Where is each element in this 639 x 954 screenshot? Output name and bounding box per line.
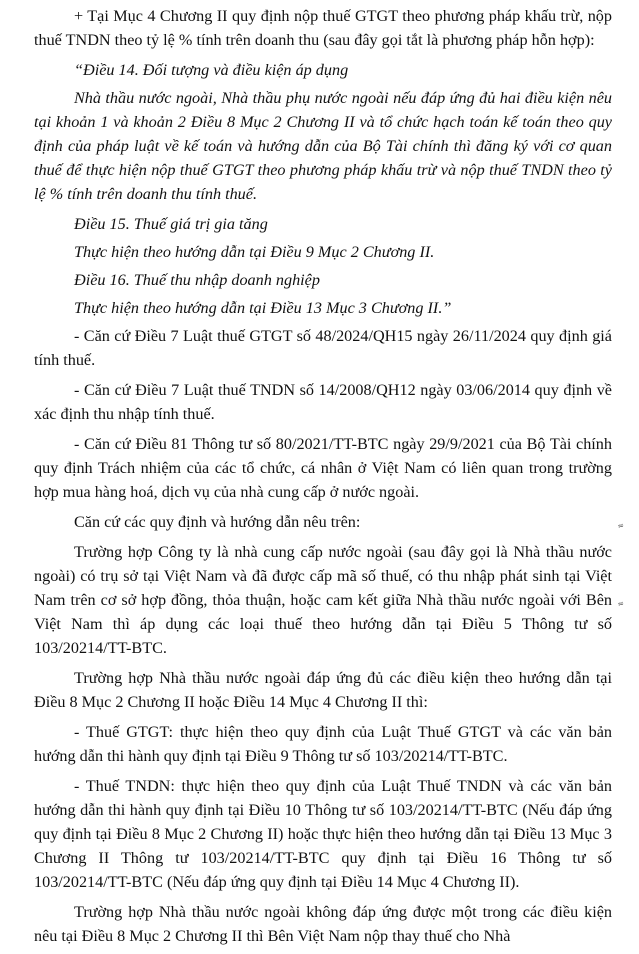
basis-vat-law: - Căn cứ Điều 7 Luật thuế GTGT số 48/2024/QH15 ngày 26/11/2024 quy định giá tính thuế.: [34, 327, 612, 369]
article-16-body: Thực hiện theo hướng dẫn tại Điều 13 Mục 3 Chương II.”: [74, 299, 452, 317]
case-conditions-met: Trường hợp Nhà thầu nước ngoài đáp ứng đủ các điều kiện theo hướng dẫn tại Điều 8 Mục 2 Chương II hoặc Điều 14 Mục 4 Chương II thì:: [34, 669, 612, 711]
margin-scan-mark: ≈: [616, 520, 626, 533]
vat-treatment: - Thuế GTGT: thực hiện theo quy định của Luật Thuế GTGT và các văn bản hướng dẫn thi hành quy định tại Điều 9 Thông tư số 103/20214/TT-BTC.: [34, 723, 612, 765]
article-14-body: Nhà thầu nước ngoài, Nhà thầu phụ nước ngoài nếu đáp ứng đủ hai điều kiện nêu tại khoản 1 và khoản 2 Điều 8 Mục 2 Chương II và tổ chức hạch toán kế toán theo quy định của pháp luật về kế toán và hướng dẫn của Bộ Tài chính thì đăng ký với cơ quan thuế để thực hiện nộp thuế GTGT theo phương pháp khấu trừ và nộp thuế TNDN theo tỷ lệ % tính trên doanh thu tính thuế.: [34, 89, 612, 203]
article-15-heading: Điều 15. Thuế giá trị gia tăng: [74, 215, 268, 233]
paragraph-mixed-method-intro: + Tại Mục 4 Chương II quy định nộp thuế GTGT theo phương pháp khấu trừ, nộp thuế TNDN theo tỷ lệ % tính trên doanh thu (sau đây gọi tắt là phương pháp hỗn hợp):: [34, 7, 612, 49]
article-15-body: Thực hiện theo hướng dẫn tại Điều 9 Mục 2 Chương II.: [74, 243, 435, 261]
basis-cit-law: - Căn cứ Điều 7 Luật thuế TNDN số 14/2008/QH12 ngày 03/06/2014 quy định về xác định thu nhập tính thuế.: [34, 381, 612, 423]
cit-treatment: - Thuế TNDN: thực hiện theo quy định của Luật Thuế TNDN và các văn bản hướng dẫn thi hành quy định tại Điều 10 Thông tư số 103/20214/TT-BTC (Nếu đáp ứng quy định tại Điều 8 Mục 2 Chương II) hoặc thực hiện theo hướng dẫn tại Điều 13 Mục 3 Chương II Thông tư 103/20214/TT-BTC quy định tại Điều 16 Thông tư số 103/20214/TT-BTC (Nếu đáp ứng quy định tại Điều 14 Mục 4 Chương II).: [34, 777, 612, 891]
basis-summary: Căn cứ các quy định và hướng dẫn nêu trên:: [74, 513, 361, 531]
margin-scan-mark: ≈: [616, 598, 626, 611]
article-16-heading: Điều 16. Thuế thu nhập doanh nghiệp: [74, 271, 320, 289]
article-14-heading: “Điều 14. Đối tượng và điều kiện áp dụng: [74, 61, 349, 79]
document-page: [34, 4, 612, 954]
case-foreign-supplier: Trường hợp Công ty là nhà cung cấp nước ngoài (sau đây gọi là Nhà thầu nước ngoài) có trụ sở tại Việt Nam và đã được cấp mã số thuế, có thu nhập phát sinh tại Việt Nam trên cơ sở hợp đồng, thỏa thuận, hoặc cam kết giữa Nhà thầu nước ngoài với Bên Việt Nam thì áp dụng các loại thuế theo hướng dẫn tại Điều 5 Thông tư số 103/20214/TT-BTC.: [34, 543, 612, 657]
case-conditions-not-met: Trường hợp Nhà thầu nước ngoài không đáp ứng được một trong các điều kiện nêu tại Điều 8 Mục 2 Chương II thì Bên Việt Nam nộp thay thuế cho Nhà: [34, 903, 612, 945]
basis-circular-80: - Căn cứ Điều 81 Thông tư số 80/2021/TT-BTC ngày 29/9/2021 của Bộ Tài chính quy định Trách nhiệm của các tổ chức, cá nhân ở Việt Nam có liên quan trong trường hợp mua hàng hoá, dịch vụ của nhà cung cấp ở nước ngoài.: [34, 435, 612, 501]
